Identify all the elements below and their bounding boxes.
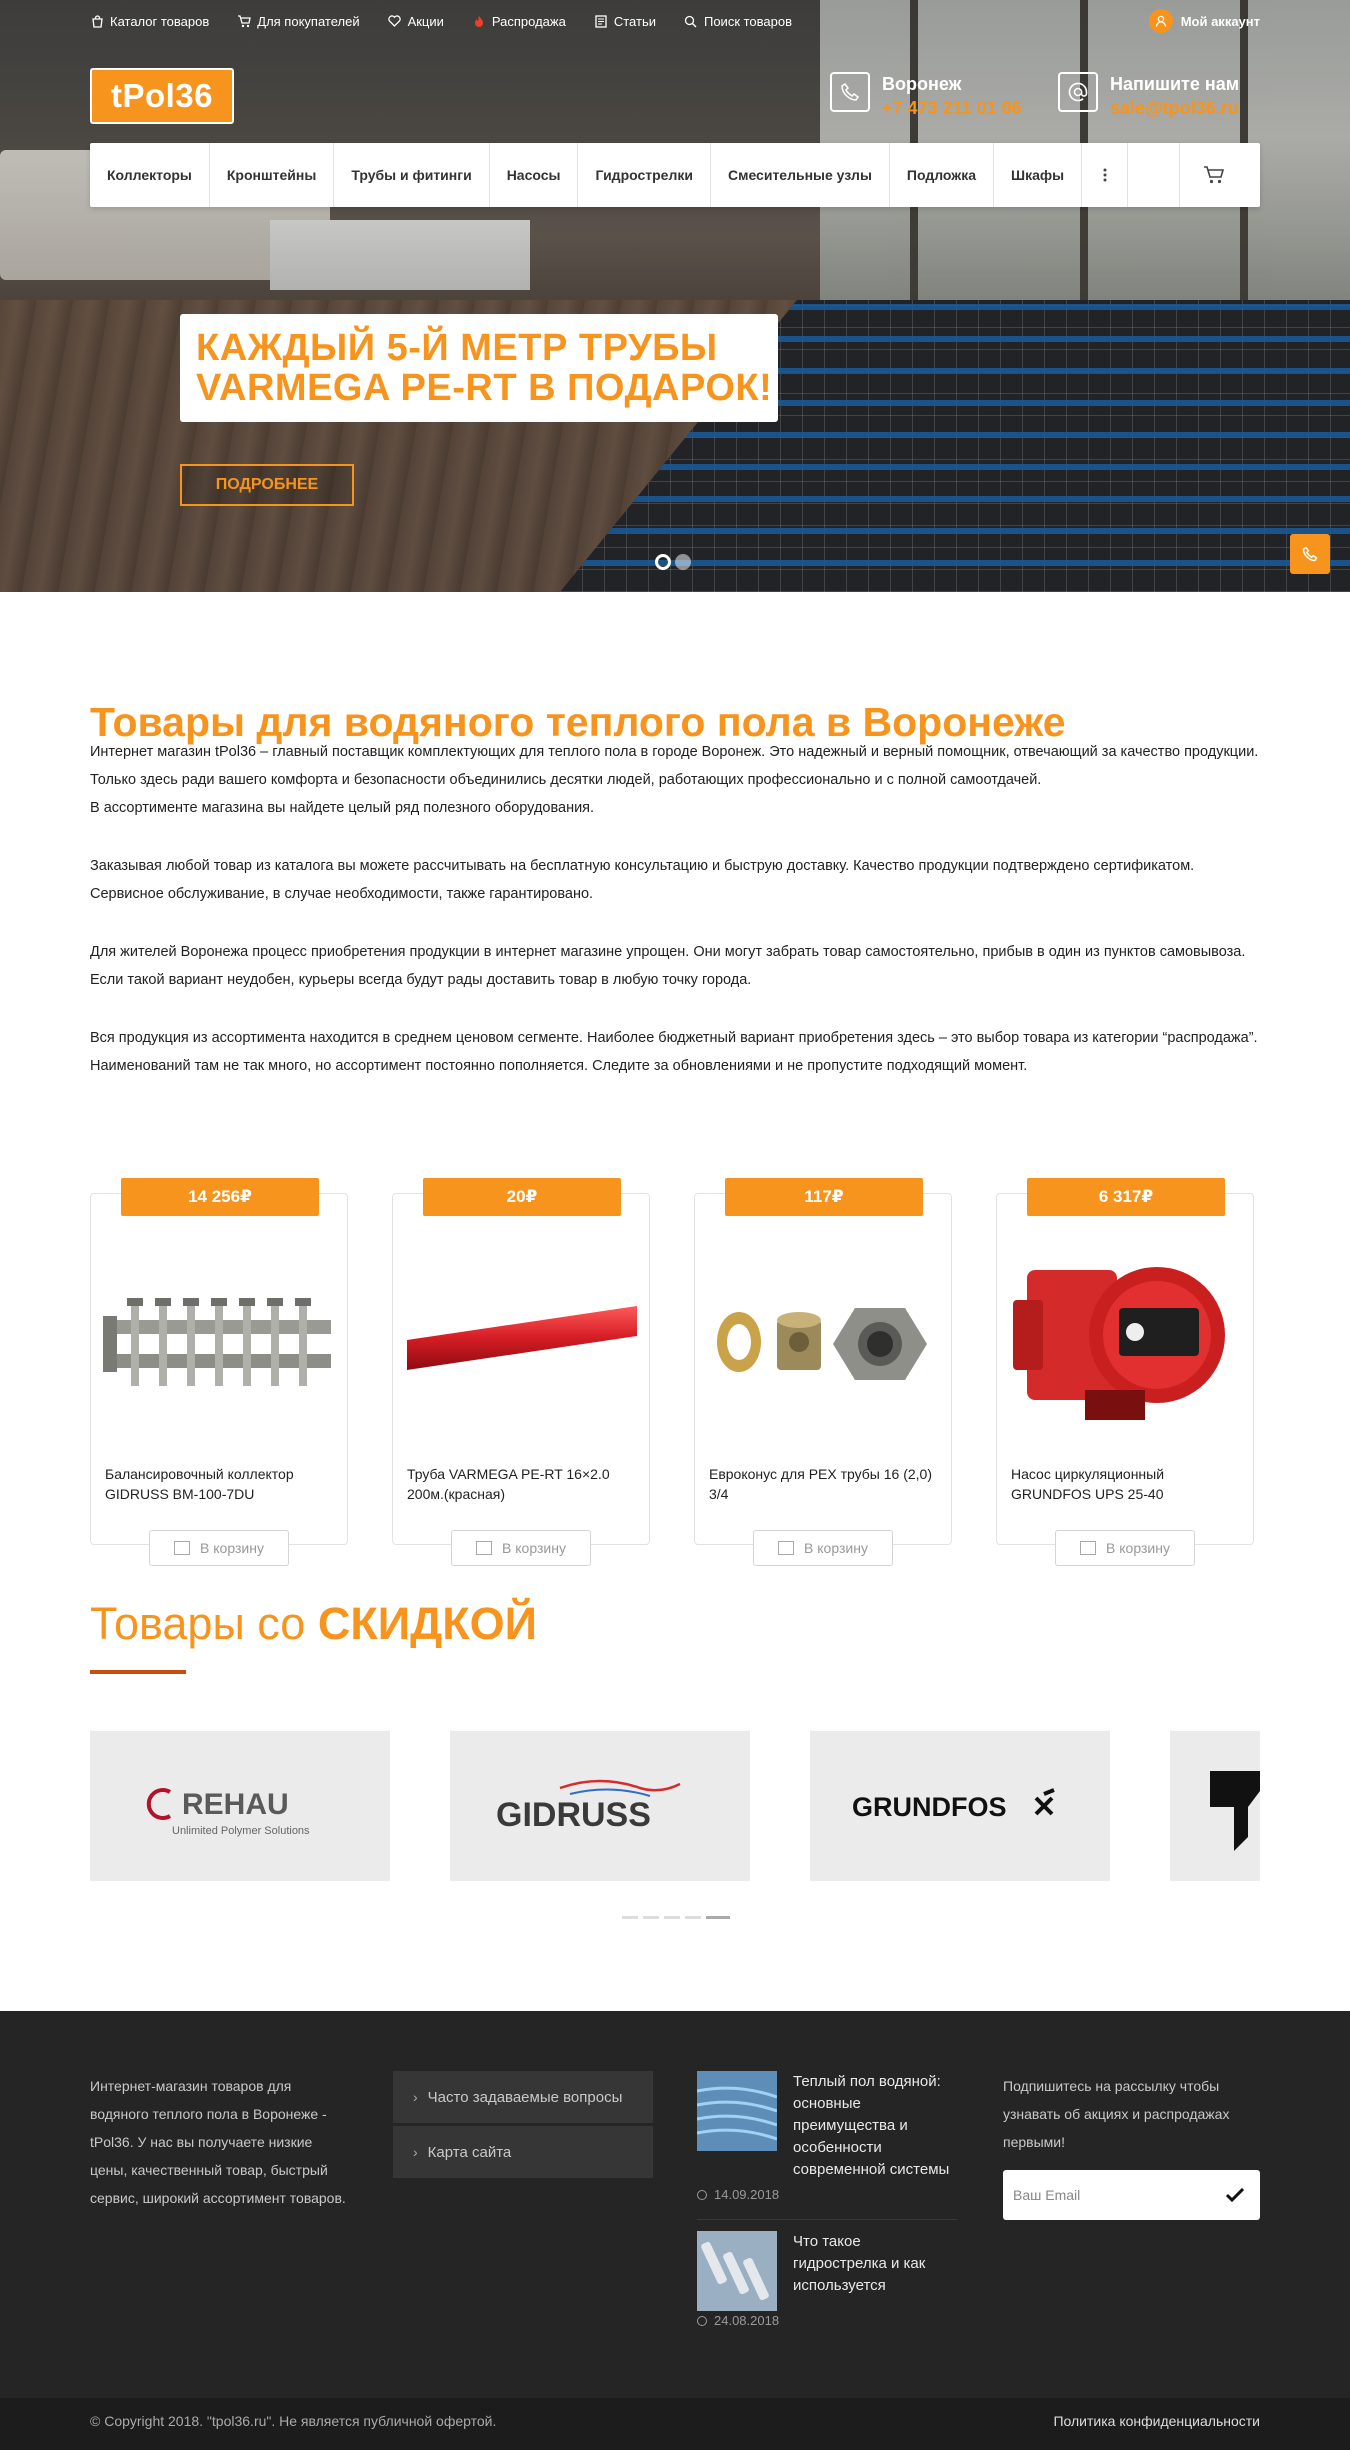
brand-logo-gidruss[interactable] [450, 1731, 750, 1881]
product-name[interactable]: Балансировочный коллектор GIDRUSS BM-100-7DU [105, 1466, 294, 1502]
contact-city: Воронеж [882, 74, 962, 94]
brand-tagline: Unlimited Polymer Solutions [172, 1825, 310, 1837]
product-price: 20₽ [423, 1178, 621, 1216]
discount-underline [90, 1670, 186, 1674]
menu-more-icon[interactable] [1082, 143, 1128, 207]
topbar-link-catalog[interactable] [90, 14, 209, 29]
copyright: © Copyright 2018. "tpol36.ru". Не является публичной офертой. [90, 2413, 497, 2429]
subscribe-text: Подпишитесь на рассылку чтобы узнавать об акциях и распродажах первыми! [1003, 2078, 1230, 2150]
product-name[interactable]: Труба VARMEGA PE-RT 16×2.0 200м.(красная) [407, 1466, 610, 1502]
contact-phone [830, 72, 1022, 120]
pager-dot-active[interactable] [706, 1916, 730, 1919]
search-icon [684, 14, 698, 28]
add-to-cart-label: В корзину [1106, 1540, 1170, 1556]
product-image-collector[interactable] [101, 1220, 337, 1450]
topbar-link-label: Статьи [613, 13, 656, 29]
contact-phone-number[interactable]: +7 473 211 01 06 [882, 98, 1022, 118]
main-menu [90, 143, 1260, 207]
topbar-link-articles[interactable] [594, 14, 656, 29]
add-to-cart-button[interactable] [753, 1530, 893, 1566]
topbar-link-search[interactable] [684, 14, 792, 29]
footer-link-sitemap[interactable] [393, 2126, 653, 2178]
topbar-link-sale[interactable] [472, 14, 566, 29]
brand-logo-grundfos[interactable] [810, 1731, 1110, 1881]
fire-icon [472, 14, 486, 28]
email-input[interactable] [1003, 2170, 1203, 2220]
footer-about: Интернет-магазин товаров для водяного теплого пола в Воронеже - tPol36. У нас вы получаете низкие цены, качественный товар, быстрый сервис, широкий ассортимент товаров. [90, 2078, 346, 2206]
add-to-cart-label: В корзину [200, 1540, 264, 1556]
slide-title-line-1: КАЖДЫЙ 5-Й МЕТР ТРУБЫ [196, 327, 718, 369]
news-thumb-floor[interactable] [697, 2071, 777, 2151]
topbar-link-label: Каталог товаров [110, 13, 210, 29]
cart-icon [174, 1541, 190, 1555]
topbar-link-promos[interactable] [388, 14, 444, 29]
pager-dot[interactable] [685, 1916, 701, 1919]
phone-icon [830, 72, 870, 112]
news-item[interactable] [697, 2231, 957, 2331]
top-bar [90, 10, 1260, 32]
discount-title-bold: СКИДКОЙ [317, 1598, 538, 1649]
product-price: 14 256₽ [121, 1178, 319, 1216]
chevron-right-icon: › [413, 2144, 418, 2160]
add-to-cart-label: В корзину [502, 1540, 566, 1556]
clock-icon [697, 2316, 707, 2326]
callback-phone-icon[interactable] [1290, 534, 1330, 574]
intro-paragraph: Для жителей Воронежа процесс приобретения продукции в интернет магазине упрощен. Они могут забрать товар самостоятельно, прибыв в один из пунктов самовывоза. Если такой вариант неудобен, курьеры всегда будут рады доставить товар в любую точку города. [90, 944, 1246, 988]
pager-dot[interactable] [643, 1916, 659, 1919]
account-link[interactable] [1149, 9, 1260, 33]
slide-more-button[interactable]: ПОДРОБНЕЕ [180, 464, 354, 506]
at-icon [1058, 72, 1098, 112]
discount-title-light: Товары со [90, 1598, 318, 1649]
user-icon [1149, 9, 1173, 33]
cart-icon[interactable] [1180, 143, 1248, 207]
menu-item-underlay[interactable]: Подложка [890, 143, 994, 207]
add-to-cart-label: В корзину [804, 1540, 868, 1556]
contact-write-label: Напишите нам [1110, 74, 1240, 94]
add-to-cart-button[interactable] [149, 1530, 289, 1566]
footer-link-label: Часто задаваемые вопросы [427, 2088, 623, 2106]
product-price: 117₽ [725, 1178, 923, 1216]
topbar-link-label: Для покупателей [257, 13, 360, 29]
intro-paragraph: Вся продукция из ассортимента находится в среднем ценовом сегменте. Наиболее бюджетный вариант приобретения здесь – это выбор товара из категории “распродажа”. Наименований там не так много, но ассортимент постоянно пополняется. Следите за обновлениями и не пропустите подходящий момент. [90, 1030, 1258, 1074]
menu-item-mixing-units[interactable]: Смесительные узлы [711, 143, 890, 207]
news-title[interactable]: Теплый пол водяной: основные преимущества и особенности современной системы [793, 2073, 950, 2178]
product-card[interactable] [90, 1187, 348, 1556]
intro-paragraph: Интернет магазин tPol36 – главный поставщик комплектующих для теплого пола в городе Воронеж. Это надежный и верный помощник, отвечающий за качество продукции. Только здесь ради вашего комфорта и безопасности объединились десятки людей, работающих профессионально и с полной самоотдачей. [90, 744, 1259, 788]
topbar-link-buyers[interactable] [237, 14, 359, 29]
product-image-pump[interactable] [1007, 1220, 1243, 1450]
bag-icon [90, 14, 104, 28]
pager-dot[interactable] [664, 1916, 680, 1919]
news-date-value: 24.08.2018 [714, 2313, 780, 2328]
brand-logo-rehau[interactable] [90, 1731, 390, 1881]
menu-item-pipes-fittings[interactable]: Трубы и фитинги [334, 143, 489, 207]
slide-title-line-2: VARMEGA PE-RT В ПОДАРОК! [196, 367, 773, 409]
heart-icon [388, 14, 402, 28]
pager-dot[interactable] [622, 1916, 638, 1919]
news-title[interactable]: Что такое гидрострелка и как используется [793, 2233, 926, 2294]
intro-text [90, 738, 1260, 1080]
product-name[interactable]: Насос циркуляционный GRUNDFOS UPS 25-40 [1011, 1466, 1165, 1502]
site-logo[interactable]: tPol36 [90, 68, 234, 124]
topbar-link-label: Поиск товаров [703, 13, 793, 29]
cart-icon [476, 1541, 492, 1555]
slide-title-box [180, 314, 778, 422]
add-to-cart-button[interactable] [1055, 1530, 1195, 1566]
article-icon [594, 14, 608, 28]
news-date [697, 2313, 779, 2328]
topbar-link-label: Распродажа [491, 13, 566, 29]
discount-title [90, 1594, 537, 1654]
slider-dot-2[interactable] [675, 554, 691, 570]
brand-name: GIDRUSS [496, 1796, 651, 1834]
privacy-policy-link[interactable]: Политика конфиденциальности [1053, 2413, 1260, 2429]
cart-icon [237, 14, 251, 28]
slider-dot-1[interactable] [655, 554, 671, 570]
brand-name: GRUNDFOS [852, 1792, 1007, 1822]
news-date-value: 14.09.2018 [714, 2187, 780, 2202]
menu-item-cabinets[interactable]: Шкафы [994, 143, 1082, 207]
menu-spacer [1128, 143, 1180, 207]
product-card[interactable] [392, 1187, 650, 1556]
add-to-cart-button[interactable] [451, 1530, 591, 1566]
product-card[interactable] [996, 1187, 1254, 1556]
cart-icon [1080, 1541, 1096, 1555]
subscribe-check-icon[interactable] [1210, 2170, 1260, 2220]
footer-link-label: Карта сайта [427, 2143, 512, 2161]
intro-paragraph: В ассортименте магазина вы найдете целый ряд полезного оборудования. [90, 800, 595, 816]
brand-name: REHAU [182, 1788, 289, 1821]
menu-item-brackets[interactable]: Кронштейны [210, 143, 334, 207]
product-image-pipe[interactable] [403, 1220, 639, 1450]
subscribe-form [1003, 2170, 1260, 2220]
news-thumb-hydroarrow[interactable] [697, 2231, 777, 2311]
clock-icon [697, 2190, 707, 2200]
news-date [697, 2187, 779, 2202]
contact-email [1058, 72, 1239, 120]
news-divider [697, 2219, 957, 2220]
product-name[interactable]: Евроконус для PEX трубы 16 (2,0) 3/4 [709, 1466, 933, 1502]
menu-item-pumps[interactable]: Насосы [490, 143, 579, 207]
brands-pager [622, 1916, 735, 1919]
brand-logo-partial[interactable] [1170, 1731, 1260, 1881]
intro-paragraph: Заказывая любой товар из каталога вы можете рассчитывать на бесплатную консультацию и быструю доставку. Качество продукции подтверждено сертификатом. Сервисное обслуживание, в случае необходимости, также гарантировано. [90, 858, 1195, 902]
chevron-right-icon: › [413, 2089, 418, 2105]
topbar-link-label: Акции [407, 13, 444, 29]
footer-link-faq[interactable] [393, 2071, 653, 2123]
cart-icon [778, 1541, 794, 1555]
product-price: 6 317₽ [1027, 1178, 1225, 1216]
product-image-euroconus[interactable] [705, 1220, 941, 1450]
intro-title: Товары для водяного теплого пола в Воронеже [90, 699, 1066, 745]
menu-item-collectors[interactable]: Коллекторы [90, 143, 210, 207]
account-label: Мой аккаунт [1180, 13, 1260, 29]
product-card[interactable] [694, 1187, 952, 1556]
menu-item-hydro-arrows[interactable]: Гидрострелки [578, 143, 711, 207]
slider-dots [655, 554, 695, 570]
contact-email-address[interactable]: sale@tpol36.ru [1110, 98, 1239, 118]
news-item[interactable] [697, 2071, 957, 2211]
